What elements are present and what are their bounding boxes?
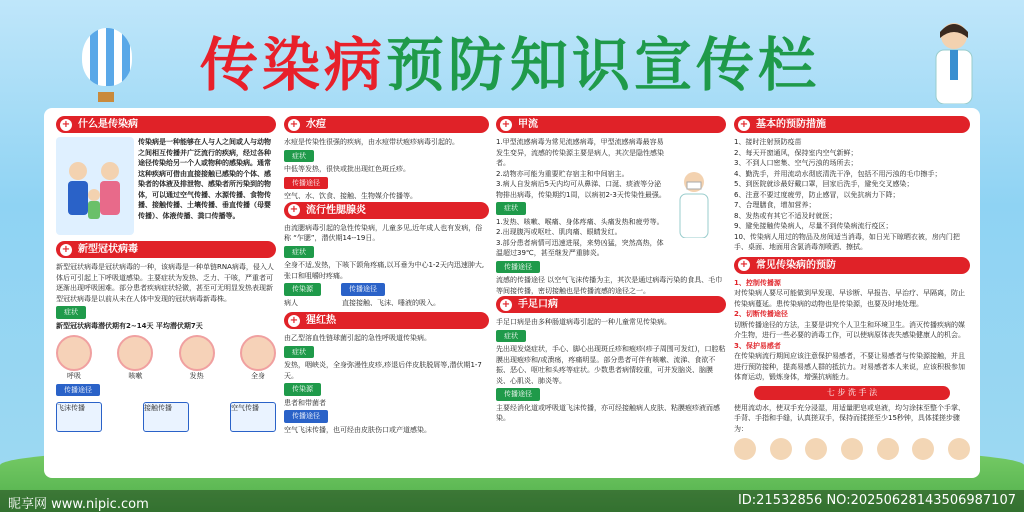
hand-step-1-icon [734,438,756,460]
mumps-transmission: 直接接触、飞沫、唾液的吸入。 [342,298,440,307]
tag-symptom: 症状 [284,150,314,163]
plus-icon: + [289,204,299,215]
flu-text-2: 2.动物亦可能为重要贮存宿主和中间宿主。 [496,169,629,178]
chickenpox-symptom: 中低等发热，很快或批出现红色斑丘疹。 [284,165,410,173]
watermark-right: ID:21532856 NO:20250628143506987107 [737,493,1016,508]
hand-step-3-icon [805,438,827,460]
hand-step-5-icon [877,438,899,460]
mumps-text: 由流腮病毒引起的急性传染病，儿童多见,近年成人也有发病，俗称 “乍腮”，潜伏期14--19日。 [284,223,483,242]
scarlet-symptom: 发热，咽峡炎，全身弥漫性皮疹,疹退后伴皮肤脱屑等,潜伏期1-7天。 [284,361,482,380]
tag-symptom: 症状 [496,330,526,343]
control-source-text: 对传染病人要尽可能做到早发现、早诊断、早报告、早治疗、早隔离，防止传染病蔓延。患传染病的动物也是传染源，也要及时地处理。 [734,289,965,308]
section-header-flu: + 甲流 [496,116,726,133]
flu-text-1: 1.甲型流感病毒为常见流感病毒，甲型流感病毒最容易发生变异，流感的传染源主要是病人，其次是隐性感染者。 [496,138,664,167]
flu-symptom-3: 3.部分患者病情可迅速进展，来势凶猛，突然高热，体温超过39℃，甚至继发严重肺炎。 [496,238,664,257]
symptom-body: 全身 [240,335,276,382]
chickenpox-text: 水痘是传染性很强的疾病，由水痘带状疱疹病毒引起的。 [284,138,459,146]
tag-source: 传染源 [284,383,321,396]
symptom-breath: 呼吸 [56,335,92,382]
content-board [44,108,980,478]
section-header-common-prevention: + 常见传染病的预防 [734,257,970,274]
air-transmission-icon: 空气传播 [230,402,276,432]
masked-doctor-icon [674,168,714,238]
section-header-mumps: + 流行性腮腺炎 [284,202,489,219]
plus-icon: + [739,259,749,270]
contact-transmission-icon: 接触传播 [143,402,189,432]
balloon-basket-icon [98,92,114,102]
breath-icon [56,335,92,371]
section-header-hfmd: + 手足口病 [496,296,726,313]
step-protect: 3、保护易感者 [734,341,781,350]
section-header-prevention: + 基本的预防措施 [734,116,970,133]
tag-source: 传染源 [284,283,321,296]
symptom-fever: 发热 [179,335,215,382]
section-header-covid: + 新型冠状病毒 [56,241,276,258]
transmission-icons [56,402,276,432]
plus-icon: + [61,243,71,255]
plus-icon: + [501,118,511,130]
hfmd-text: 手足口病是由多种肠道病毒引起的一种儿童常见传染病。 [496,318,671,326]
column-1 [56,116,276,432]
title-part1: 传染病 [199,31,386,99]
plus-icon: + [61,118,71,130]
column-3 [496,116,726,424]
tag-symptom: 症状 [496,202,526,215]
tag-symptom: 症状 [284,346,314,359]
cut-route-text: 切断传播途径的方法，主要是讲究个人卫生和环境卫生。消灭传播疾病的媒介生物，进行一些必要的消毒工作，可以使病原体丧失感染健康人的机会。 [734,320,965,339]
scarlet-text: 由乙型溶血性链球菌引起的急性呼吸道传染病。 [284,334,431,342]
flu-transmission: 流感的传播途径 以空气飞沫传播为主，其次是通过病毒污染的食具、毛巾等间接传播，密切接触也是传播流感的途径之一。 [496,276,723,295]
fever-icon [179,335,215,371]
page-title [160,18,860,102]
plus-icon: + [289,314,299,326]
scarlet-source: 患者和带菌者 [284,398,326,407]
hfmd-transmission: 主要经消化道或呼吸道飞沫传播，亦可经接触病人皮肤、粘膜疱疹液而感染。 [496,403,720,422]
step-cut-route: 2、切断传播途径 [734,310,788,318]
hand-step-7-icon [948,438,970,460]
droplet-transmission-icon: 飞沫传播 [56,402,102,432]
watermark-left: 昵享网 www.nipic.com [8,497,149,512]
protect-text: 在传染病流行期间应该注意保护易感者，不要让易感者与传染源接触，并且进行预防接种，提高易感人群的抵抗力。对易感者本人来说，应该积极参加体育运动，锻炼身体，增强抗病能力。 [734,352,965,381]
handwash-steps [734,438,970,460]
mumps-source: 病人 [284,298,298,307]
cough-icon [117,335,153,371]
flu-symptom-1: 1.发热、咳嗽、喉痛、身体疼痛、头痛发热和疲劳等。 [496,217,664,226]
tag-transmission: 传播途径 [284,177,328,190]
plus-icon: + [501,298,511,310]
prevention-list: 1、接时注射预防疫苗 2、每天开窗通风，保持室内空气新鲜； 3、不到人口密集、空气污浊的场所去； 4、勤洗手，并用流动水彻底清洗干净，包括不用污浊的毛巾擦手； 5、到医院就诊最好戴口罩，回家后洗手，避免交叉感染； 6、注意不要过度疲劳，防止感冒，以免抗病力下降； 7、合理膳食，增加营养； 8、发热或有其它不适及时就医； 9、避免接触传染病人，尽量不到传染病流行疫区； 10、传染病人用过的物品及房间适当消毒，如日光下晾晒衣被，房内门把手、桌面、地面用含氯消毒剂喷洒、擦拭。 [734,138,960,251]
hot-air-balloon-icon [82,28,132,86]
doctor-illustration-icon [926,18,982,104]
step-control-source: 1、控制传播源 [734,278,781,287]
infection-text: 传染病是一种能够在人与人之间或人与动物之间相互传播并广泛流行的疾病，经过各种途径传染给另一个人或物种的感染病。通常这种疾病可借由直接接触已感染的个体、感染者的体液及排泄物、感染者所污染到的物体，可以通过空气传播、水源传播、食物传播、接触传播、土壤传播、垂直传播（母婴传播）、体液传播、粪口传播等。 [138,138,271,220]
hand-step-4-icon [841,438,863,460]
handwash-title: 七 步 洗 手 法 [754,386,950,400]
incubation-text: 新型冠状病毒潜伏期有2~14天 平均潜伏期7天 [56,321,203,330]
scarlet-transmission: 空气飞沫传播，也可经由皮肤伤口或产道感染。 [284,425,431,434]
title-part2: 预防知识宣传栏 [386,31,821,99]
handwash-text: 使用流动水，使双手充分浸湿，用适量肥皂或皂液，均匀涂抹至整个手掌、手背、手指和手缝，认真搓双手，保持而揉搓至少15秒钟，具体揉搓步骤为： [734,403,965,433]
section-header-infection: + 什么是传染病 [56,116,276,133]
plus-icon: + [739,118,749,130]
chickenpox-transmission: 空气、水、饮食、接触、生物媒介传播等。 [284,192,417,200]
body-icon [240,335,276,371]
tag-transmission: 传播途径 [341,283,385,296]
tag-transmission: 传播途径 [496,261,540,274]
mumps-symptom: 全身不适,发热，下咳下颌角疼痛,以耳垂为中心1-2天内迅速肿大,张口和咀嚼时疼痛。 [284,261,485,280]
tag-transmission: 传播途径 [496,388,540,401]
tag-symptom: 症状 [56,306,86,319]
hand-step-6-icon [912,438,934,460]
symptom-cough: 咳嗽 [117,335,153,382]
flu-text-3: 3.病人自发病后5天内均可从鼻涕、口涎、痰液等分泌物排出病毒，传染期约1周，以病初2-3天传染性最强。 [496,180,666,199]
watermark-bar [0,490,1024,512]
tag-transmission: 传播途径 [284,410,328,423]
hand-step-2-icon [770,438,792,460]
tag-transmission: 传播途径 [56,384,100,397]
section-header-chickenpox: + 水痘 [284,116,489,133]
family-illustration-icon [56,137,134,235]
covid-text: 新型冠状病毒是冠状病毒的一种，该病毒是一种单链RNA病毒，侵入人体后可引起上下呼吸道感染。主要症状为发热、乏力、干咳，严重者可逐渐出现呼吸困难。部分患者疾病症状轻微，甚至可无明显发热表现新型冠状病毒是以前从未在人体中发现的冠状病毒新毒株。 [56,263,274,303]
tag-symptom: 症状 [284,246,314,259]
column-4 [734,116,970,460]
plus-icon: + [289,118,299,130]
flu-symptom-2: 2.出现腹泻或呕吐、肌肉痛、眼睛发红。 [496,228,622,236]
section-header-scarlet: + 猩红热 [284,312,489,329]
symptom-icons [56,335,276,382]
hfmd-symptom: 先出现发烧症状，手心、脚心出现斑丘疹和疱疹(疹子周围可发红)，口腔粘膜出现疱疹和/或溃疡，疼痛明显。部分患者可伴有咳嗽、流涕、食欲不振、恶心、呕吐和头疼等症状。少数患者病情较重，可并发脑炎、脑膜炎、心肌炎、肺炎等。 [496,345,726,385]
column-2 [284,116,489,435]
